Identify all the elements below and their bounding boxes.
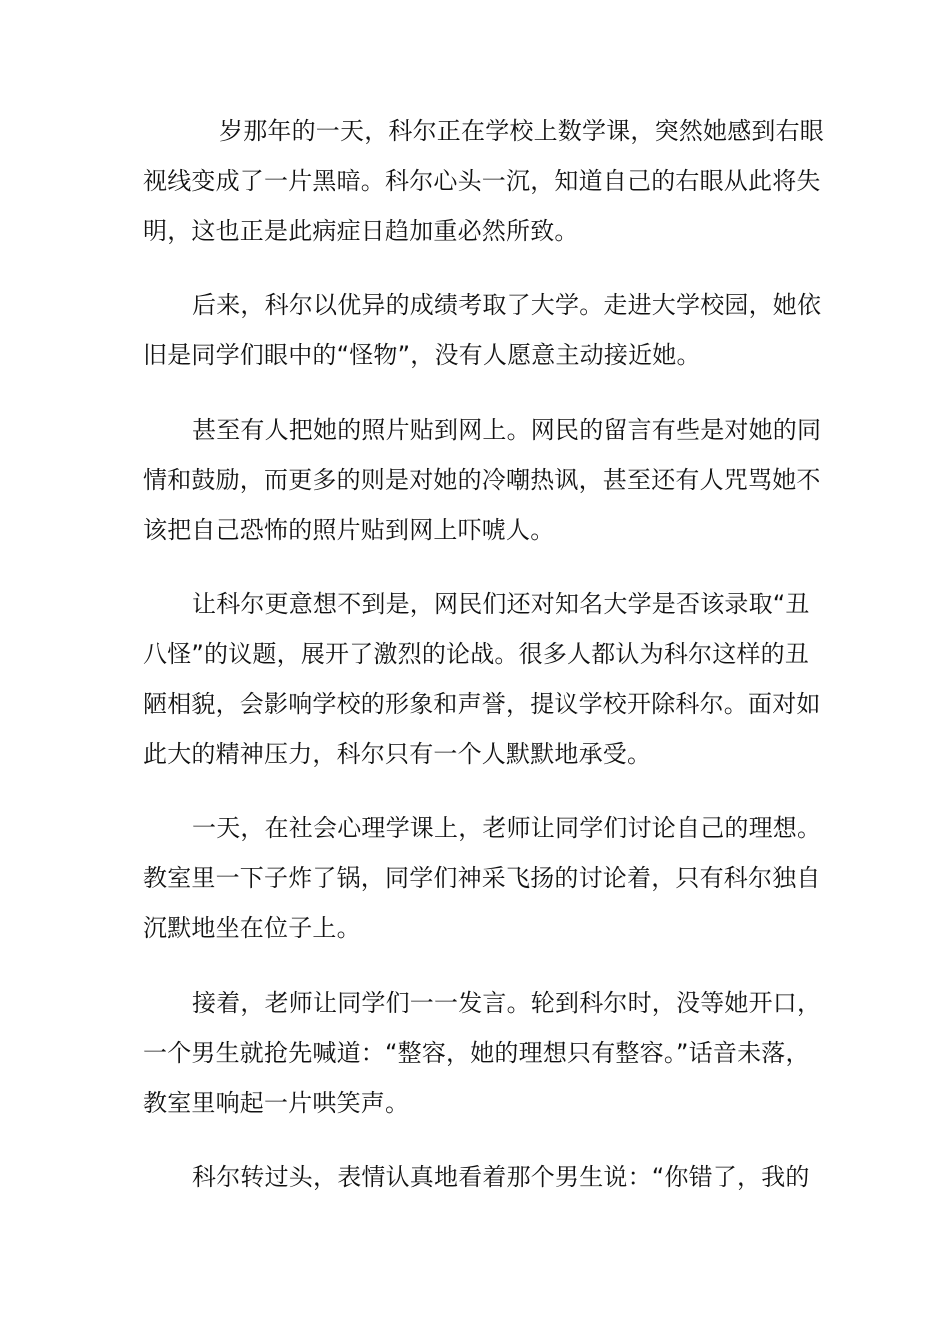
text-line: 接着，老师让同学们一一发言。轮到科尔时，没等她开口，	[192, 989, 822, 1017]
text-line: 一天，在社会心理学课上，老师让同学们讨论自己的理想。	[192, 814, 822, 842]
text-line: 陋相貌，会影响学校的形象和声誉，提议学校开除科尔。面对如	[143, 690, 821, 718]
text-line: 岁那年的一天，科尔正在学校上数学课，突然她感到右眼	[219, 117, 824, 145]
text-line: 一个男生就抢先喊道：“整容，她的理想只有整容。”话音未落，	[143, 1039, 810, 1067]
text-line: 视线变成了一片黑暗。科尔心头一沉，知道自己的右眼从此将失	[143, 167, 821, 195]
paragraph-2	[143, 280, 822, 380]
paragraph-1	[143, 106, 824, 256]
text-line: 情和鼓励，而更多的则是对她的冷嘲热讽，甚至还有人咒骂她不	[143, 466, 821, 494]
text-line: 此大的精神压力，科尔只有一个人默默地承受。	[143, 740, 652, 768]
paragraph-4	[143, 579, 821, 779]
text-line: 该把自己恐怖的照片贴到网上吓唬人。	[143, 516, 555, 544]
text-line: 甚至有人把她的照片贴到网上。网民的留言有些是对她的同	[192, 416, 822, 444]
paragraph-5	[143, 803, 822, 953]
text-line: 让科尔更意想不到是，网民们还对知名大学是否该录取“丑	[192, 590, 810, 618]
paragraph-6	[143, 978, 822, 1128]
text-line: 沉默地坐在位子上。	[143, 914, 361, 942]
text-line: 教室里响起一片哄笑声。	[143, 1089, 410, 1117]
text-line: 教室里一下子炸了锅，同学们神采飞扬的讨论着，只有科尔独自	[143, 864, 821, 892]
text-line: 八怪”的议题，展开了激烈的论战。很多人都认为科尔这样的丑	[143, 640, 810, 668]
text-line: 旧是同学们眼中的“怪物”，没有人愿意主动接近她。	[143, 341, 701, 369]
paragraph-7	[143, 1152, 813, 1202]
paragraph-3	[143, 405, 822, 555]
text-line: 明，这也正是此病症日趋加重必然所致。	[143, 217, 579, 245]
text-line: 后来，科尔以优异的成绩考取了大学。走进大学校园，她依	[192, 291, 822, 319]
text-line: 科尔转过头，表情认真地看着那个男生说：“你错了，我的	[192, 1163, 810, 1191]
